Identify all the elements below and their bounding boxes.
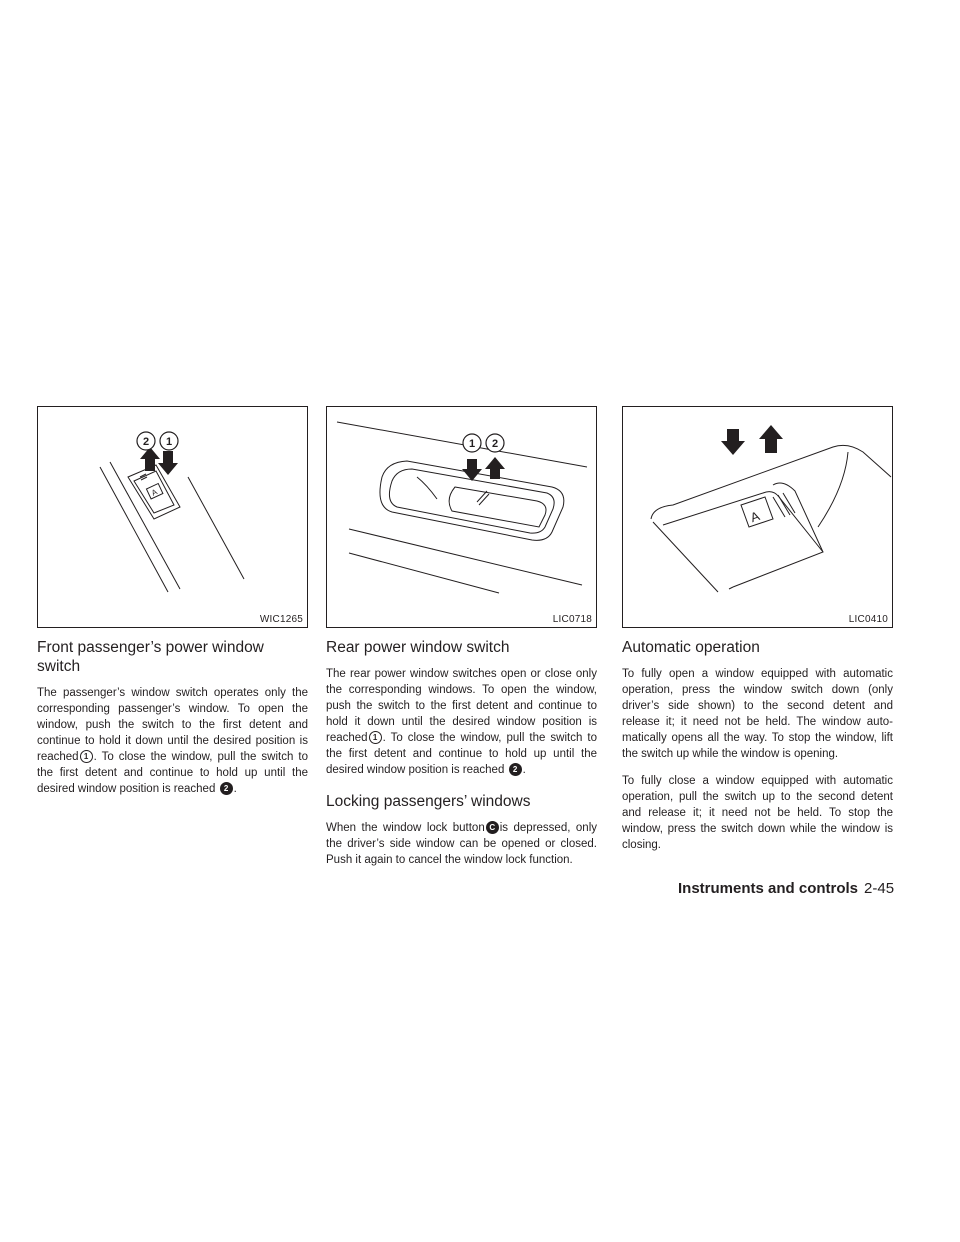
body-paragraph-locking: When the window lock button C is depressed, only the driver’s side window can be opened or closed. Push it again to cancel the window lock function. xyxy=(326,822,597,866)
front-passenger-switch-illustration xyxy=(38,407,307,627)
callout-1-icon: 1 xyxy=(80,750,93,763)
callout-2-icon: 2 xyxy=(220,782,233,795)
figure-code: LIC0718 xyxy=(552,614,592,625)
body-paragraph: To fully close a window equipped with automatic operation, pull the switch up to the second detent and release it; it need not be held. To stop the window, press the switch down while the window is closing. xyxy=(622,775,893,851)
callout-2-icon: 2 xyxy=(509,763,522,776)
figure-front-passenger-switch xyxy=(37,406,308,628)
callout-1: 1 xyxy=(468,438,476,450)
callout-2: 2 xyxy=(142,436,150,448)
column-front-passenger xyxy=(37,406,308,797)
callout-1: 1 xyxy=(165,436,173,448)
body-paragraph: The rear power window switches open or close only the corresponding windows. To open the window, push the switch to the first detent and continue to hold it down until the desired window position is reached 1 . To close the window, pull the switch to the first detent and continue to hold up until the desired window position is reached 2 . xyxy=(326,668,597,776)
body-paragraph: The passenger’s window switch operates only the corresponding passenger’s window. To open the window, push the switch to the first detent and continue to hold it down until the desired position is reached 1 . To close the window, pull the switch to the first detent and continue to hold up until the desired window position is reached 2 . xyxy=(37,687,308,795)
page-footer xyxy=(678,880,898,897)
column-rear-window xyxy=(326,406,597,868)
page-number: 2-45 xyxy=(864,880,895,897)
svg-text:A: A xyxy=(150,487,159,498)
column-automatic xyxy=(622,406,893,853)
figure-code: LIC0410 xyxy=(848,614,888,625)
rear-switch-illustration xyxy=(327,407,596,627)
callout-c-icon: C xyxy=(486,821,499,834)
figure-automatic-switch xyxy=(622,406,893,628)
section-heading: Rear power window switch xyxy=(326,639,510,656)
svg-text:A: A xyxy=(748,508,762,526)
section-heading: Automatic operation xyxy=(622,639,760,656)
figure-rear-switch xyxy=(326,406,597,628)
footer-section-title: Instruments and controls xyxy=(678,880,859,897)
callout-2: 2 xyxy=(491,438,499,450)
section-heading: Front passenger’s power window switch xyxy=(37,639,264,675)
automatic-switch-illustration xyxy=(623,407,892,627)
figure-code: WIC1265 xyxy=(259,614,303,625)
section-heading-locking: Locking passengers’ windows xyxy=(326,793,531,810)
body-paragraph: To fully open a window equipped with automatic operation, press the window switch down (only driver’s side shown) to the second detent and release it; it need not be held. The window auto-matically opens all the way. To stop the window, lift the switch up while the window is opening. xyxy=(622,668,893,760)
callout-1-icon: 1 xyxy=(369,731,382,744)
